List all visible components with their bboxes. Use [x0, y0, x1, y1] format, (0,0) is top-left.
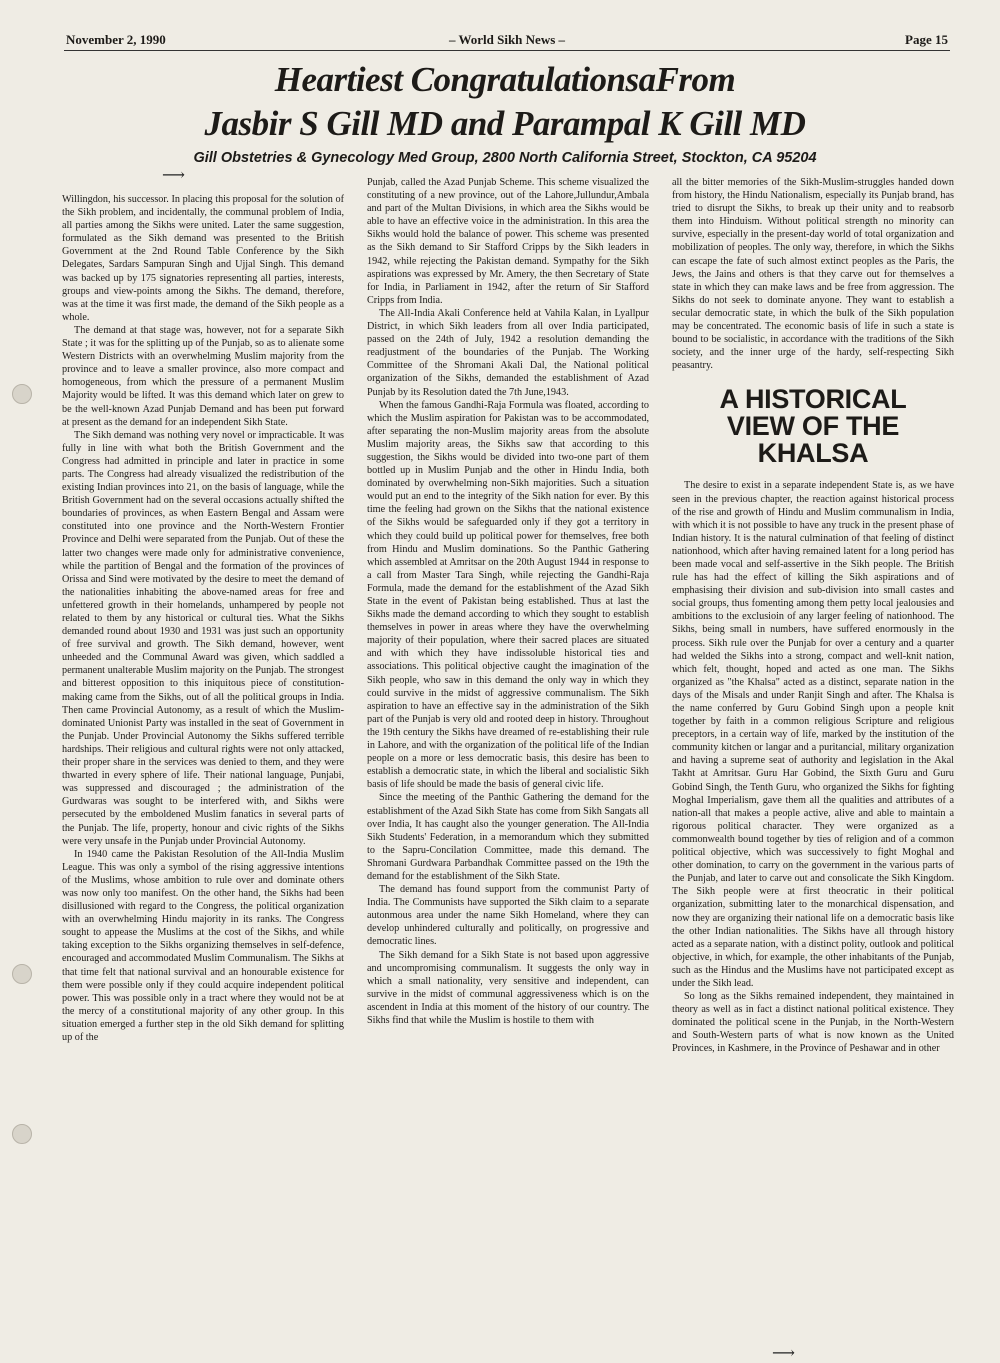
paragraph: Since the meeting of the Panthic Gathering the demand for the establishment of the Azad Sikh State has come from Sikh Sangats all over India, It has caught also the younger generation. The All-India Sikh Students' Federation, in a memorandum which they submitted to the Sapru-Concilation Committee, made this demand. The Shromani Gurdwara Parbandhak Committee passed on the 19th the demand for the establishment of the Sikh State. [367, 792, 649, 882]
section-heading-line-1: A HISTORICAL [719, 384, 907, 415]
continuation-arrow-icon: ⟶ [162, 167, 185, 184]
issue-date: November 2, 1990 [66, 32, 166, 47]
page-header [66, 32, 948, 50]
paragraph: The desire to exist in a separate independent State is, as we have seen in the previous chapter, the reaction against historical process of the rise and growth of Hindu and Muslim communalism in India, with which it is not possible to have any truck in the present phase of Indian history. It is the natural culmination of that feeling of distinct nationhood, which after having remained latent for a long period has been made vocal and self-assertive in the Sikh people. The British rule has had the effect of killing the Sikh aspirations and of emphasising their division and sub-division into small castes and social groups, thus fomenting among them petty local jealousies and ambitions to the exclusioin of any larger feeling of nationhood. The Sikhs, being small in numbers, have suffered enormously in the process. Sikh rule over the Punjab for over a century and a quarter had welded the Sikhs into a strong, compact and well-knit nation, which felt, thought, hoped and acted as one man. The Sikhs organized as "the Khalsa" acted as a distinct, separate nation in the days of the Misals and under Ranjit Singh and after. The Khalsa is the name conferred by Guru Gobind Singh upon a people knit together by faith in a common religious Scripture and religious preceptors, in a certain way of life, marked by the institution of the community kitchen or langar and a puritancial, military organization and having a supreme seat of authority and legislation in the Akal Takht at Amritsar. Guru Har Gobind, the Sixth Guru and Guru Gobind Singh, the Tenth Guru, who organized the Sikhs for fighting Moghal Imperialism, gave them all the qualities and attributes of a nation-all that makes a people active, alive and able to maintain a rigorous political character. They were organized as a commonwealth bound together by ties of religion and of a common political objective, which was successively to fight Moghal and other domination, to carry on the government in the various parts of the Punjab, and later to carve out and consolicate the Sikh Kingdom. The Sikh people were at first theocratic in their political organization, submitting later to the monarchical dispensation, and now they are organizing their national life on a democratic basis like the other Indian nationalities. The Sikhs have all through history acted as a separate nation, with a distinct polity, outlook and political objective, in which, for example, the other inhabitants of the Punjab, such as the Hindus and the Muslims have not participated except as under the Sikh lead. [672, 480, 954, 989]
binder-hole-icon [12, 964, 32, 984]
paragraph: In 1940 came the Pakistan Resolution of the All-India Muslim League. This was only a symbol of the rising aggressive intentions of the Muslims, whose ambition to rule over and dominate others was now only too manifest. On the other hand, the Sikhs had been disillusioned with regard to the Congress, the political organization with an overwhelming Hindu majority in its ranks. The Congress sought to appease the Muslims at the cost of the Sikhs, and while taking exception to the Sikhs organizing themselves in self-defence, encouraged and accommodated Muslim Communalism. The Sikhs at that time felt that national survival and an honourable existence for them were possible only if they could acquire independent political power. This was possible only in a tract where they would not be at the mercy of a constitutional majority of any other group. In this situation emerged a further step in the old Sikh demand for splitting up of the [62, 848, 344, 1043]
ad-title [60, 58, 950, 146]
header-rule [64, 50, 950, 51]
section-heading-line-2: VIEW OF THE [726, 411, 900, 442]
paragraph: Punjab, called the Azad Punjab Scheme. This scheme visualized the constituting of a new province, out of the Lahore,Jullundur,Ambala and part of the Multan Divisions, in which area the Sikhs would be able to have an effective voice in the administration. In this area the Sikhs would hold the balance of power. This scheme was presented as the Sikh demand to Sir Stafford Cripps by the Sikh leaders in 1942, while rejecting the Pakistan demand. Sympathy for the Sikh aspirations was expressed by Mr. Amery, the then Secretary of State for India, in Parliament in 1942, after the return of Sir Stafford Cripps from India. [367, 177, 649, 306]
binder-hole-icon [12, 1124, 32, 1144]
article-column-1 [62, 193, 344, 1044]
section-heading-line-3: KHALSA [757, 438, 869, 469]
paragraph: So long as the Sikhs remained independent, they maintained in theory as well as in fact a distinct national political existence. They dominated the political scene in the Punjab, in the North-Western and South-Western parts of what is now known as the United Provinces, in Kashmere, in the Province of Peshawar and in other [672, 991, 954, 1055]
paragraph: Willingdon, his successor. In placing this proposal for the solution of the Sikh problem, and incidentally, the communal problem of India, all parties among the Sikhs were united. Later the same suggestion, formulated as the Sikh demand was presented to the British Government at the 2nd Round Table Conference by the Sikh Delegates, Sardars Sampuran Singh and Ujjal Singh. This demand was backed up by 175 signatories representing all parties, interests, groups and view-points among the Sikhs. The demand, therefore, was at the time it was first made, the demand of the Sikh people as a whole. [62, 194, 344, 323]
paragraph: all the bitter memories of the Sikh-Muslim-struggles handed down from history, the Hindu Nationalism, especially its Punjab brand, has tried to disrupt the Sikhs, to break up their unity and to reabsorb them into Hinduism. Without political strength no minority can survive, especially in the present-day world of total organization and mobilization of peoples. The only way, therefore, in which the Sikhs can escape the fate of such almost extinct peoples as the Paris, the Jews, the Jains and others is that they carve out for themselves a state in which they can make laws and be free from aggression. The Sikhs do not seek to dominate anyone. They want to establish a secular democratic state, in which the bulk of the Sikh population may be concentrated. The economic basis of life in such a state is bound to be socialistic, in accordance with the traditions of the Sikh society, and the inner urge of the hardy, self-respecting Sikh peasantry. [672, 177, 954, 372]
binder-hole-icon [12, 384, 32, 404]
paragraph: The All-India Akali Conference held at Vahila Kalan, in Lyallpur District, in which Sikh leaders from all over India participated, passed on the 24th of July, 1942 a resolution demanding the readjustment of the boundaries of the Punjab. The Working Committee of the Shromani Akali Dal, the National political organization of the Sikhs, demanded the establishment of Azad Punjab by its Resolution dated the 7th June,1943. [367, 307, 649, 398]
section-heading [672, 386, 954, 467]
publication-name: – World Sikh News – [448, 32, 566, 47]
paragraph: The demand at that stage was, however, not for a separate Sikh State ; it was for the splitting up of the Punjab, so as to alienate some Western Districts with an overwhelming Muslim majority from the province and to leave a smaller province, also more compact and homogeneous, from which the pressure of a permanent Muslim Majority would be lifted. It was this demand which later on grew to be the well-known Azad Punjab Demand and has been put forward at present as the demand for an independent Sikh State. [62, 324, 344, 428]
ad-title-line-1: Heartiest CongratulationsaFrom [274, 60, 736, 99]
article-column-2 [367, 176, 649, 1027]
continuation-arrow-icon: ⟶ [772, 1345, 795, 1362]
page-number: Page 15 [905, 32, 948, 47]
ad-title-line-2: Jasbir S Gill MD and Parampal K Gill MD [204, 104, 806, 143]
paragraph: The Sikh demand was nothing very novel or impracticable. It was fully in line with what both the British Government and the Congress had admitted in principle and later in practice in some parts. The Congress had already visualized the redistribution of the existing Indian provinces into 21, on the basis of language, while the British Government had on the several occasions actually shifted the boundaries of provinces, as when Eastern Bengal and Assam were constituted into one province and the North-Western Frontier Province and Delhi were separated from the Punjab. Out of these the latter two changes were made only for administrative convenience, while the partition of Bengal and the formation of the provinces of Orissa and Sind were motivated by the desire to meet the demand of the nationalities inhabiting the above-named areas for free and unfettered growth in their homelands, unhampered by people not related to them by any historical or cultural ties. What the Sikhs demanded round about 1930 and 1931 was just such an opportunity of free survival and growth. The Sikh demand, however, went unheeded and the Communal Award was given, which saddled a permanent unalterable Muslim majority on the Punjab. The strongest and bitterest opposition to this iniquitous piece of constitution-making came from the Sikhs, out of all the political groups in India. Then came Provincial Autonomy, as a result of which the Muslim-dominated Unionist Party was installed in the seat of Government in the Punjab. Under Provincial Autonomy the Sikhs suffered terrible hardships. Their religious and cultural rights were not only attacked, their proper share in the services was denied to them, and they were thwarted in every sphere of life. Their national language, Punjabi, was suppressed and discouraged ; the administration of the Gurdwaras was sought to be interfered with, and Sikhs were persecuted by the emboldened Muslim fanatics in several parts of the Punjab. The life, property, honour and civic rights of the Sikhs were very unsafe in the Punjab under Provincial Autonomy. [62, 429, 344, 847]
paragraph: When the famous Gandhi-Raja Formula was floated, according to which the Muslim aspiration for Pakistan was to be accommodated, after separating the non-Muslim majority areas from the absolute Muslim majority areas, the Sikhs saw that according to this suggestion, the Sikhs would be divided into two-one part of them bottled up in Muslim Punjab and the other in Hindu India, both dominated by overwhelming non-Sikh majorities. Such a situation would put an end to the integrity of the Sikh nation for ever. By this time the feeling had grown on the Sikhs that the national existence of the Sikhs would be safeguarded only if they got a territory in which they could build up political power for themselves, free both from Hindu and Muslim dominations. So the Panthic Gathering which assembled at Amritsar on the 20th August 1944 in response to a call from Master Tara Singh, while rejecting the Gandhi-Raja Formula, made the demand for the establishment of the Azad Sikh State in the event of Pakistan being established. Thus at last the Sikhs made the demand according to which they sought to establish themselves in power in areas where they have the overwhelming majority of their population, where their sacred places are situated and with which they have indissoluble historical ties and associations. This political objective caught the imagination of the Sikh people, who saw in this demand the only way in which they could survive in the midst of aggressive communalism. The Sikh aspiration to have an effective say in the administration of the Sikh part of the Punjab is very old and rooted deep in history. Throughout the 19th century the Sikhs have dreamed of re-establishing their rule in Lahore, and with the organization of the political life of the Indian people on a more or less democratic basis, this desire has been to establish a democratic state, in which the liberal and socialistic Sikh basis of life should be made the basis of general civic life. [367, 399, 649, 791]
ad-subtitle: Gill Obstetries & Gynecology Med Group, 2800 North California Street, Stockton, CA 95204 [193, 150, 817, 166]
paragraph: The demand has found support from the communist Party of India. The Communists have supported the Sikh claim to a separate autonmous area under the name Sikh Homeland, where they can develop unhindered culturally and politically, on progressive and democratic lines. [367, 884, 649, 948]
paragraph: The Sikh demand for a Sikh State is not based upon aggressive and uncompromising communalism. It suggests the only way in which a small nationality, very sensitive and independent, can survive in the midst of communal aggressiveness which is on the ascendent in India at this moment of the history of our country. The Sikhs find that while the Muslim is hostile to them with [367, 949, 649, 1026]
article-column-3 [672, 176, 954, 1056]
